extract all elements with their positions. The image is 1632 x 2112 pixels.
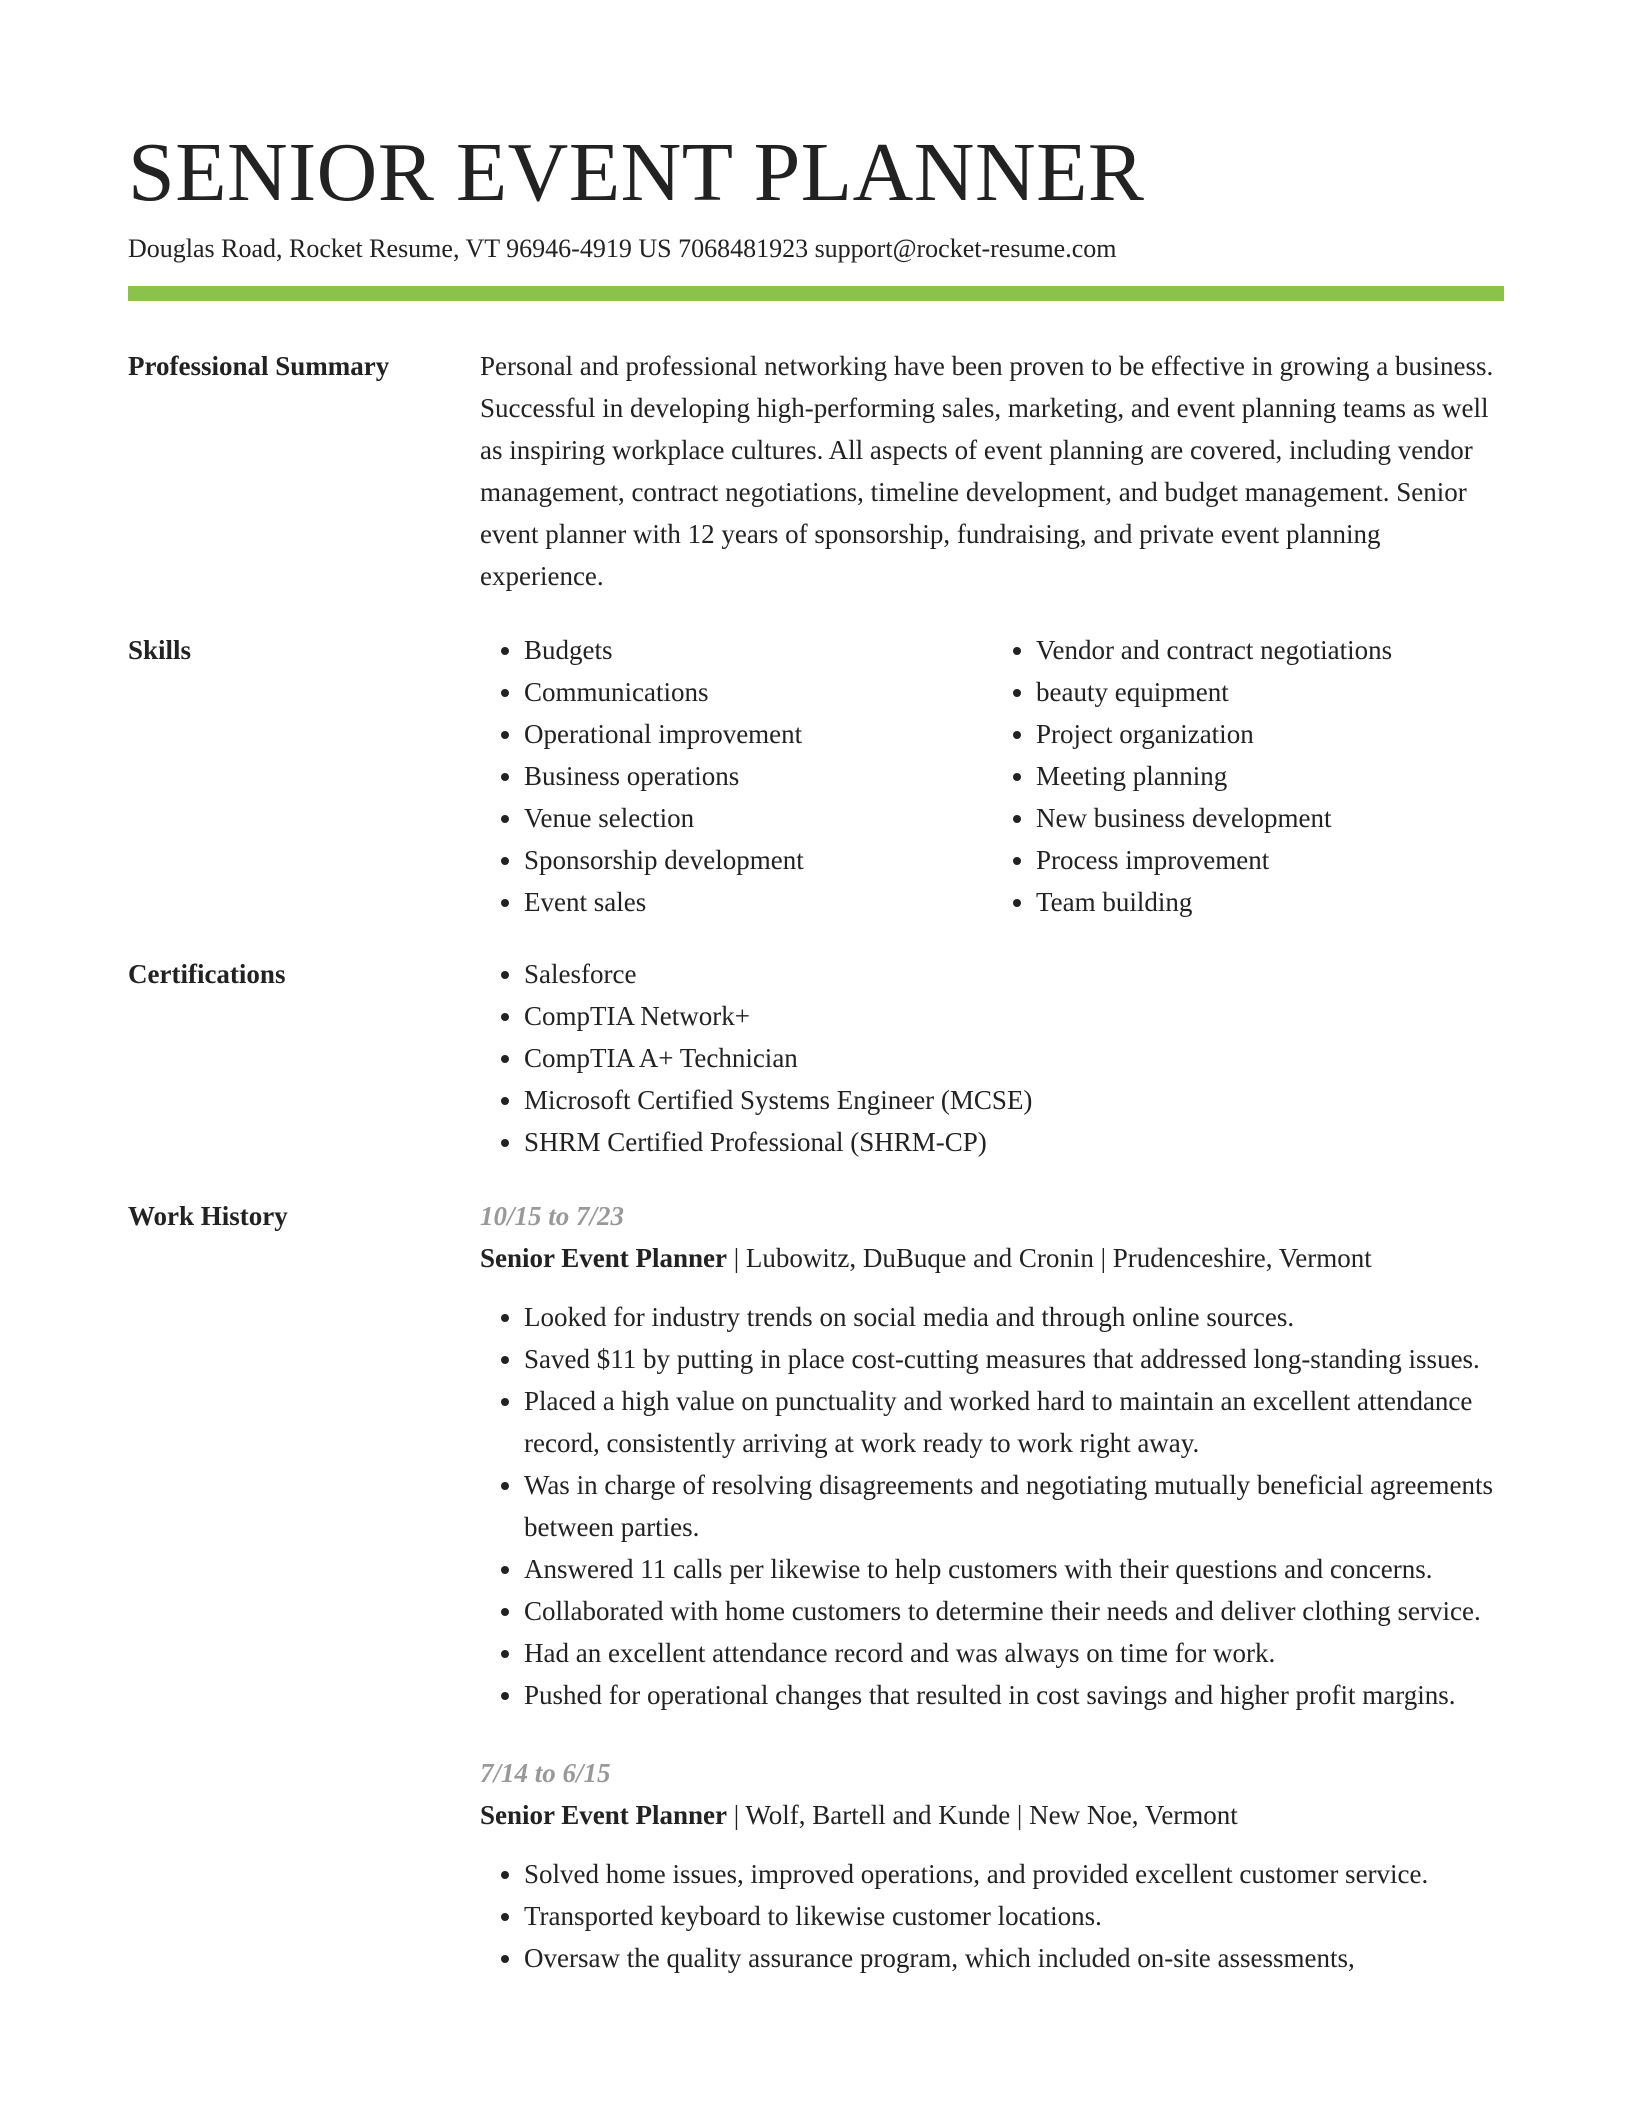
skills-label: Skills xyxy=(128,635,192,665)
job-dates: 7/14 to 6/15 xyxy=(480,1758,611,1788)
skill-item: • Budgets xyxy=(524,629,992,671)
job-heading xyxy=(480,1237,1504,1279)
work-history-body xyxy=(480,1195,1504,2015)
skill-item: • Meeting planning xyxy=(1036,755,1504,797)
summary-text: Personal and professional networking have been proven to be effective in growing a business. Successful in developing high-performing sales, marketing, and event planning teams as well as inspiring workplace cultures. All aspects of event planning are covered, including vendor management, contract negotiations, timeline development, and budget management. Senior event planner with 12 years of sponsorship, fundraising, and private event planning experience. xyxy=(480,351,1494,591)
skill-item: • Team building xyxy=(1036,881,1504,923)
skill-item: • Venue selection xyxy=(524,797,992,839)
skill-item: • New business development xyxy=(1036,797,1504,839)
job-title: Senior Event Planner xyxy=(480,1800,728,1830)
certification-item: • CompTIA A+ Technician xyxy=(524,1037,1504,1079)
job-details: | Lubowitz, DuBuque and Cronin | Prudenceshire, Vermont xyxy=(727,1243,1372,1273)
summary-body xyxy=(480,345,1504,597)
certification-item: • Microsoft Certified Systems Engineer (MCSE) xyxy=(524,1079,1504,1121)
work-history-label: Work History xyxy=(128,1201,288,1231)
skill-item: • Event sales xyxy=(524,881,992,923)
job-bullet: • Looked for industry trends on social media and through online sources. xyxy=(524,1296,1504,1338)
contact-line: Douglas Road, Rocket Resume, VT 96946-4919 US 7068481923 support@rocket-resume.com xyxy=(128,234,1117,263)
job-dates: 10/15 to 7/23 xyxy=(480,1201,625,1231)
skills-body xyxy=(480,629,1504,923)
job-bullet: • Had an excellent attendance record and was always on time for work. xyxy=(524,1632,1504,1674)
certification-item: • Salesforce xyxy=(524,953,1504,995)
skills-list-left xyxy=(480,629,992,923)
skills-list-right xyxy=(992,629,1504,923)
skill-item: • Process improvement xyxy=(1036,839,1504,881)
job-bullet: • Was in charge of resolving disagreements and negotiating mutually beneficial agreements between parties. xyxy=(524,1464,1504,1548)
skill-item: • Business operations xyxy=(524,755,992,797)
job-details: | Wolf, Bartell and Kunde | New Noe, Vermont xyxy=(727,1800,1238,1830)
job-heading xyxy=(480,1794,1504,1836)
job-entry xyxy=(480,1195,1504,1716)
job-bullet: • Solved home issues, improved operations, and provided excellent customer service. xyxy=(524,1853,1504,1895)
skill-item: • Communications xyxy=(524,671,992,713)
job-bullet: • Saved $11 by putting in place cost-cutting measures that addressed long-standing issues. xyxy=(524,1338,1504,1380)
certifications-list xyxy=(480,953,1504,1163)
job-title: Senior Event Planner xyxy=(480,1243,728,1273)
skill-item: • Project organization xyxy=(1036,713,1504,755)
summary-label: Professional Summary xyxy=(128,351,390,381)
certifications-body xyxy=(480,953,1504,1163)
skill-item: • Vendor and contract negotiations xyxy=(1036,629,1504,671)
job-bullet: • Oversaw the quality assurance program, which included on-site assessments, xyxy=(524,1937,1504,1979)
certification-item: • CompTIA Network+ xyxy=(524,995,1504,1037)
certification-item: • SHRM Certified Professional (SHRM-CP) xyxy=(524,1121,1504,1163)
job-bullet: • Pushed for operational changes that resulted in cost savings and higher profit margins. xyxy=(524,1674,1504,1716)
job-entry xyxy=(480,1752,1504,1979)
job-bullet: • Answered 11 calls per likewise to help customers with their questions and concerns. xyxy=(524,1548,1504,1590)
resume-title: SENIOR EVENT PLANNER xyxy=(128,126,1145,219)
job-bullets xyxy=(480,1853,1504,1979)
job-bullet: • Collaborated with home customers to determine their needs and deliver clothing service. xyxy=(524,1590,1504,1632)
job-bullet: • Transported keyboard to likewise customer locations. xyxy=(524,1895,1504,1937)
skill-item: • beauty equipment xyxy=(1036,671,1504,713)
skill-item: • Sponsorship development xyxy=(524,839,992,881)
accent-divider xyxy=(128,286,1504,301)
skill-item: • Operational improvement xyxy=(524,713,992,755)
job-bullets xyxy=(480,1296,1504,1716)
certifications-label: Certifications xyxy=(128,959,286,989)
job-bullet: • Placed a high value on punctuality and worked hard to maintain an excellent attendance record, consistently arriving at work ready to work right away. xyxy=(524,1380,1504,1464)
